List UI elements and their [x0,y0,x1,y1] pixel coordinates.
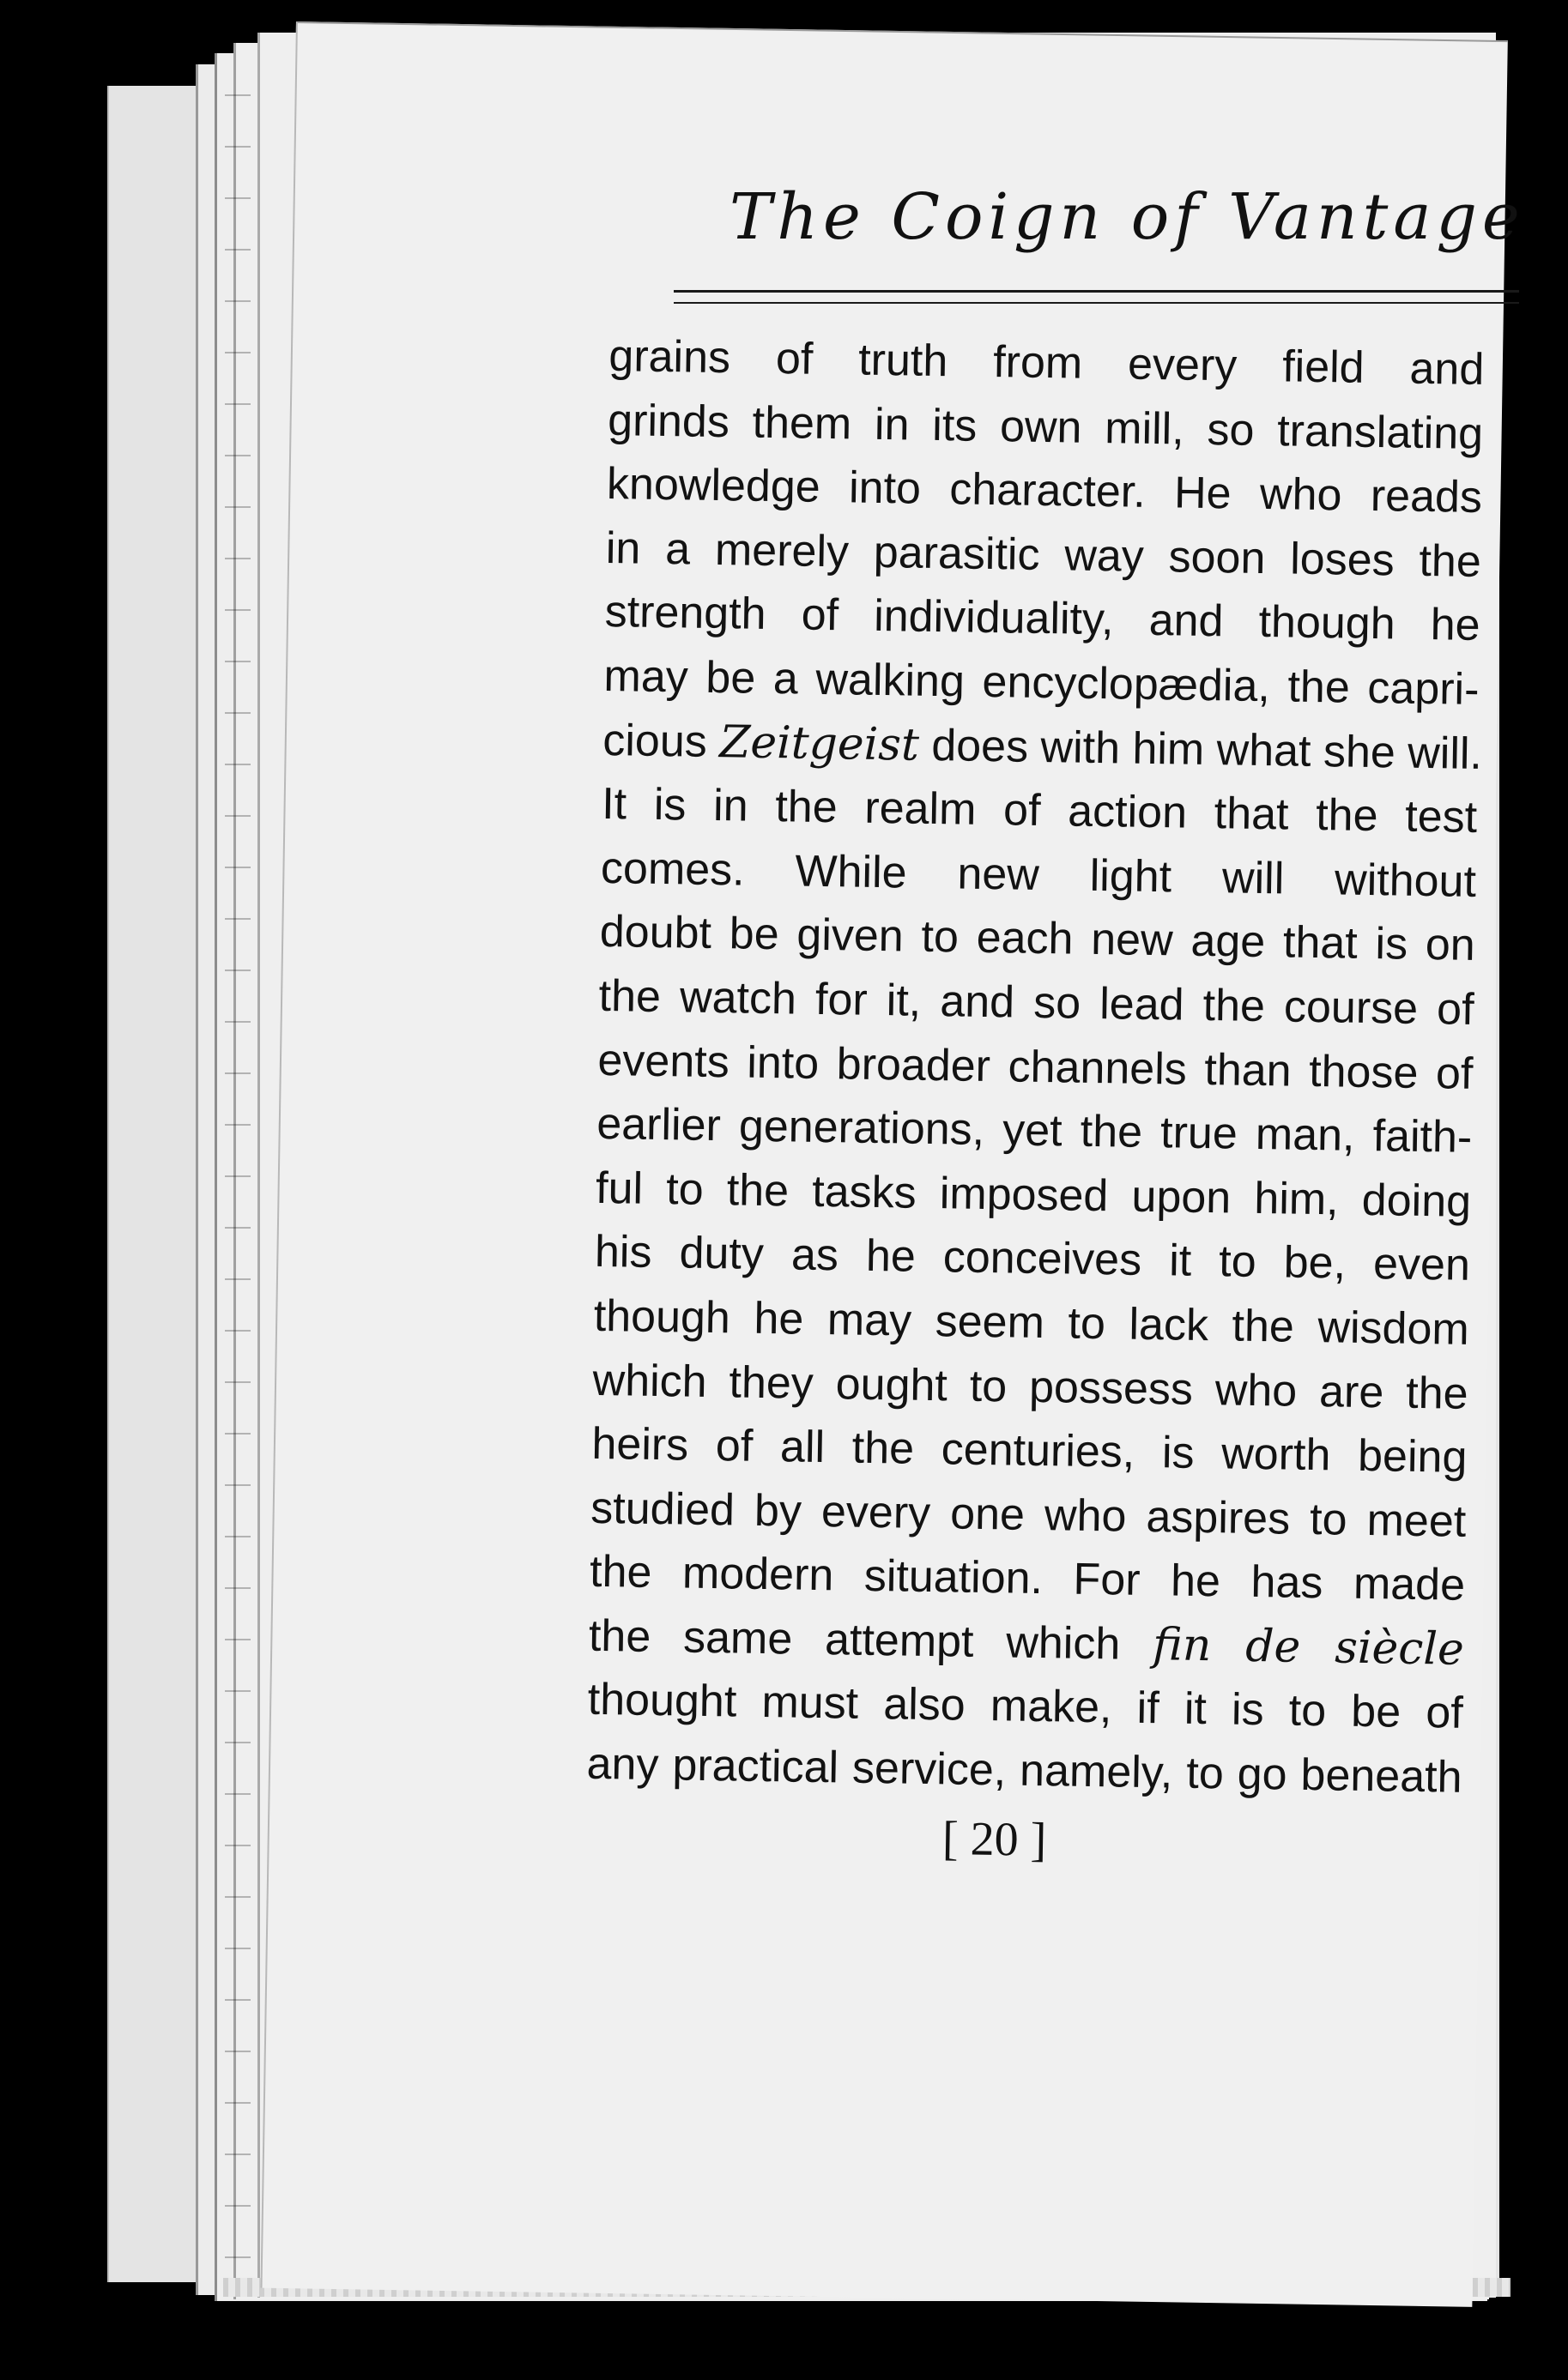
text-line: grinds them in its own mill, so translating [607,395,1484,459]
page-stack-texture [225,69,251,2265]
text-line: any practical service, namely, to go beneath [586,1738,1462,1803]
text-line: ful to the tasks imposed upon him, doing [595,1163,1472,1227]
running-head: The Coign of Vantage [730,180,1525,254]
text-line: his duty as he conceives it to be, even [594,1227,1471,1291]
text-line: which they ought to possess who are the [592,1355,1469,1419]
page-number: [ 20 ] [941,1812,1047,1867]
italic-phrase: Zeitgeist [718,716,920,771]
text-line: the watch for it, and so lead the course of [598,970,1475,1035]
text-line: doubt be given to each new age that is on [599,907,1476,971]
text-line: strength of individuality, and though he [604,587,1481,651]
text-line: studied by every one who aspires to meet [590,1483,1467,1547]
text-line: knowledge into character. He who reads [606,459,1483,523]
text-line: grains of truth from every field and [608,330,1485,396]
header-rule [674,290,1519,293]
text-line: though he may seem to lack the wisdom [593,1290,1470,1355]
header-rule [674,302,1519,304]
text-line: earlier generations, yet the true man, faith- [596,1099,1473,1163]
text-line: the modern situation. For he has made [589,1547,1466,1611]
page-header [425,180,1523,283]
text-line: heirs of all the centuries, is worth being [591,1418,1468,1483]
text-line: thought must also make, if it is to be of [587,1675,1464,1739]
text-segment: cious [602,715,708,767]
text-segment: does with him what she will. [930,720,1483,779]
text-line: comes. While new light will without [600,843,1477,907]
text-line: may be a walking encyclopædia, the capri- [603,650,1480,715]
text-line: events into broader channels than those of [597,1035,1474,1099]
text-line: in a merely parasitic way soon loses the [605,523,1482,587]
text-segment: the same attempt which [588,1610,1121,1670]
text-line: It is in the realm of action that the test [601,779,1478,843]
body-text [586,324,1510,1810]
italic-phrase: fin de siècle [1152,1619,1465,1676]
